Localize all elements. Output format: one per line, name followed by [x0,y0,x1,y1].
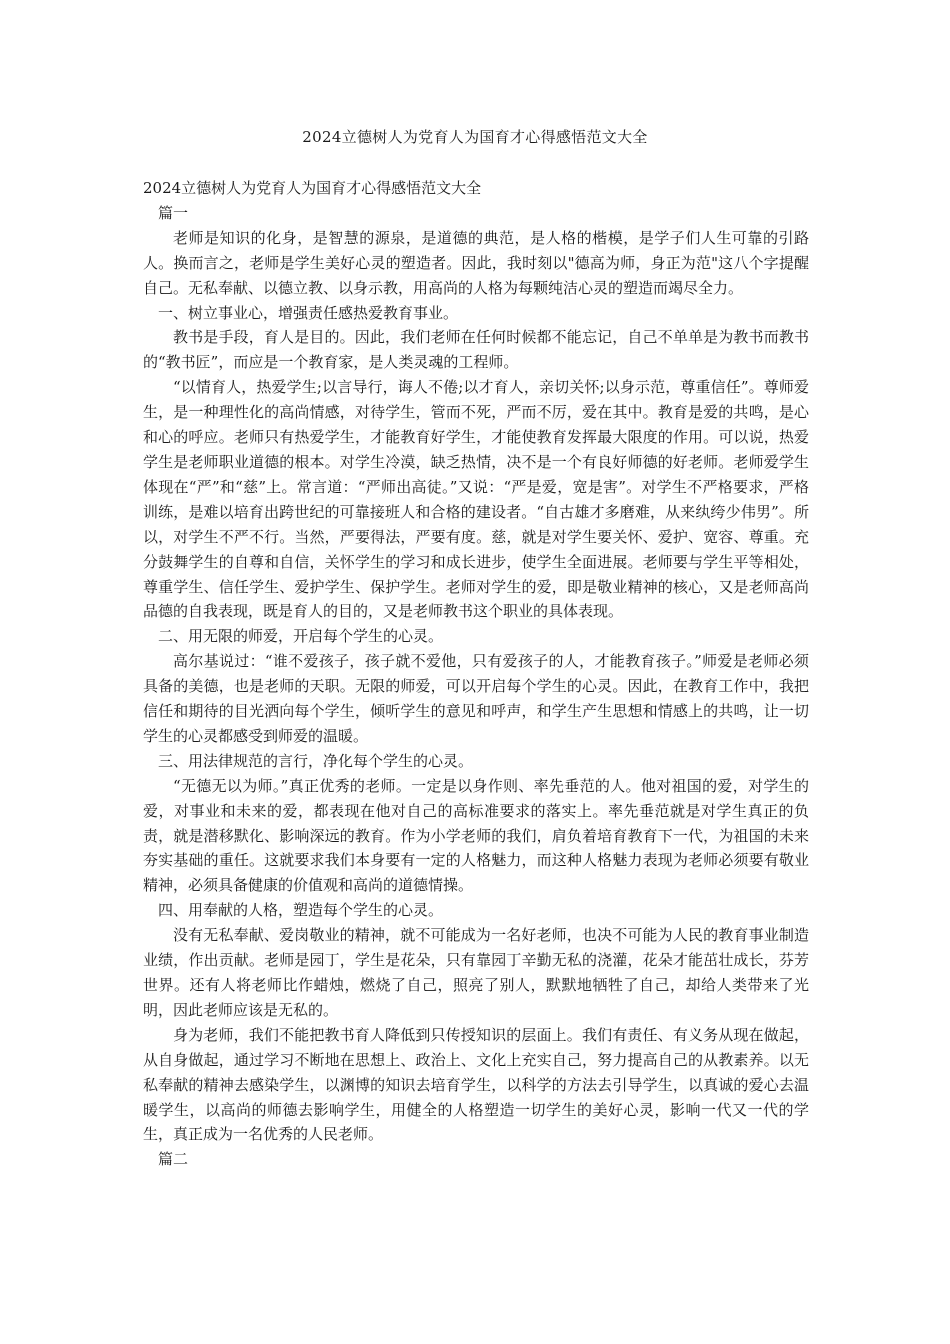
document-body [143,176,809,1172]
paragraph: 没有无私奉献、爱岗敬业的精神，就不可能成为一名好老师，也决不可能为人民的教育事业制造业绩，作出贡献。老师是园丁，学生是花朵，只有靠园丁辛勤无私的浇灌，花朵才能茁壮成长，芬芳世界。还有人将老师比作蜡烛，燃烧了自己，照亮了别人，默默地牺牲了自己，却给人类带来了光明，因此老师应该是无私的。 [143,926,809,1019]
section-heading-1: 一、树立事业心，增强责任感热爱教育事业。 [158,303,459,322]
document-subtitle: 2024立德树人为党育人为国育才心得感悟范文大全 [143,179,482,197]
paragraph-intro: 老师是知识的化身，是智慧的源泉，是道德的典范，是人格的楷模，是学子们人生可靠的引路人。换而言之，老师是学生美好心灵的塑造者。因此，我时刻以"德高为师，身正为范"这八个字提醒自己。无私奉献、以德立教、以身示教，用高尚的人格为每颗纯洁心灵的塑造而竭尽全力。 [143,228,809,297]
paragraph: 身为老师，我们不能把教书育人降低到只传授知识的层面上。我们有责任、有义务从现在做起，从自身做起，通过学习不断地在思想上、政治上、文化上充实自己，努力提高自己的从教素养。以无私奉献的精神去感染学生，以渊博的知识去培育学生，以科学的方法去引导学生，以真诚的爱心去温暖学生，以高尚的师德去影响学生，用健全的人格塑造一切学生的美好心灵，影响一代又一代的学生，真正成为一名优秀的人民老师。 [143,1025,809,1144]
page-title: 2024立德树人为党育人为国育才心得感悟范文大全 [302,128,648,146]
paragraph: “以情育人，热爱学生;以言导行，诲人不倦;以才育人，亲切关怀;以身示范，尊重信任”。尊师爱生，是一种理性化的高尚情感，对待学生，管而不死，严而不厉，爱在其中。教育是爱的共鸣，是心和心的呼应。老师只有热爱学生，才能教育好学生，才能使教育发挥最大限度的作用。可以说，热爱学生是老师职业道德的根本。对学生冷漠，缺乏热情，决不是一个有良好师德的好老师。老师爱学生体现在“严”和“慈”上。常言道：“严师出高徒。”又说：“严是爱，宽是害”。对学生不严格要求，严格训练，是难以培育出跨世纪的可靠接班人和合格的建设者。“自古雄才多磨难，从来纨绔少伟男”。所以，对学生不严不行。当然，严要得法，严要有度。慈，就是对学生要关怀、爱护、宽容、尊重。充分鼓舞学生的自尊和自信，关怀学生的学习和成长进步，使学生全面进展。老师要与学生平等相处，尊重学生、信任学生、爱护学生、保护学生。老师对学生的爱，即是敬业精神的核心，又是老师高尚品德的自我表现，既是育人的目的，又是老师教书这个职业的具体表现。 [143,378,809,621]
paragraph: 高尔基说过：“谁不爱孩子，孩子就不爱他，只有爱孩子的人，才能教育孩子。”师爱是老师必须具备的美德，也是老师的天职。无限的师爱，可以开启每个学生的心灵。因此，在教育工作中，我把信任和期待的目光洒向每个学生，倾听学生的意见和呼声，和学生产生思想和情感上的共鸣，让一切学生的心灵都感受到师爱的温暖。 [143,652,809,745]
paragraph: 教书是手段，育人是目的。因此，我们老师在任何时候都不能忘记，自己不单单是为教书而教书的“教书匠”，而应是一个教育家，是人类灵魂的工程师。 [143,328,809,372]
part-two-label: 篇二 [158,1150,189,1169]
paragraph: “无德无以为师。”真正优秀的老师。一定是以身作则、率先垂范的人。他对祖国的爱，对学生的爱，对事业和未来的爱，都表现在他对自己的高标准要求的落实上。率先垂范就是对学生真正的负责，就是潜移默化、影响深远的教育。作为小学老师的我们，肩负着培育教育下一代，为祖国的未来夯实基础的重任。这就要求我们本身要有一定的人格魅力，而这种人格魅力表现为老师必须要有敬业精神，必须具备健康的价值观和高尚的道德情操。 [143,776,809,895]
part-one-label: 篇一 [158,203,189,222]
section-heading-3: 三、用法律规范的言行，净化每个学生的心灵。 [158,751,474,770]
section-heading-2: 二、用无限的师爱，开启每个学生的心灵。 [158,627,444,646]
section-heading-4: 四、用奉献的人格，塑造每个学生的心灵。 [158,901,444,920]
